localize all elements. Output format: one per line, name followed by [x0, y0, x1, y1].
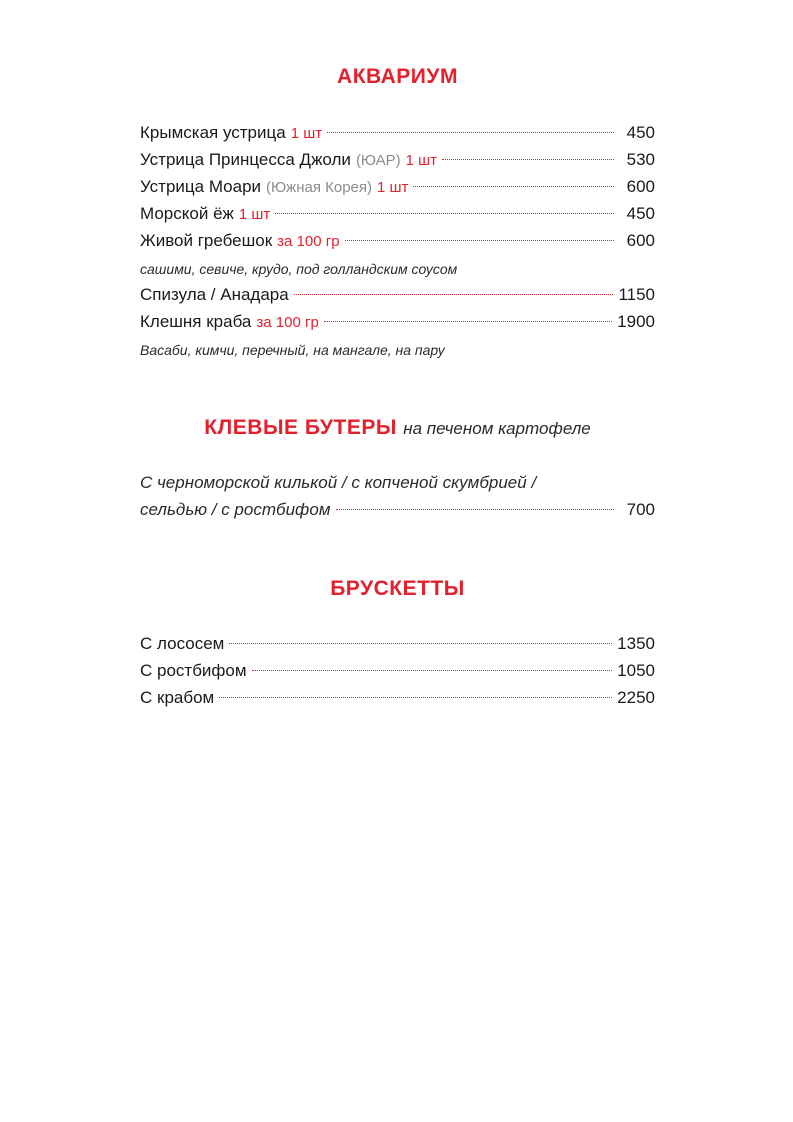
dot-leader: [345, 240, 614, 241]
item-name: сельдью / с ростбифом: [140, 500, 331, 519]
menu-item-princess-joli-oyster: [140, 148, 655, 172]
note-crab-preparations: Васаби, кимчи, перечный, на мангале, на пару: [140, 342, 445, 358]
item-qty: 1 шт: [377, 179, 409, 196]
item-price: 1350: [617, 634, 655, 653]
item-origin: (Южная Корея): [266, 179, 373, 196]
section-title-text: БРУСКЕТТЫ: [330, 577, 465, 600]
section-title-text: КЛЕВЫЕ БУТЕРЫ: [204, 416, 397, 439]
note-scallop-preparations: сашими, севиче, крудо, под голландским соусом: [140, 261, 458, 277]
item-price: 1150: [618, 285, 655, 304]
section-title-buters: [140, 415, 655, 442]
item-price: 600: [626, 231, 655, 250]
dot-leader: [442, 159, 614, 160]
item-price: 1900: [617, 312, 655, 331]
item-price: 700: [626, 500, 655, 519]
item-price: 2250: [617, 688, 655, 707]
item-price: 530: [626, 150, 655, 169]
dot-leader: [275, 213, 614, 214]
item-qty: за 100 гр: [256, 314, 319, 331]
dot-leader: [324, 321, 612, 322]
dot-leader: [294, 294, 614, 295]
dot-leader: [229, 643, 612, 644]
buters-description-line-1: С черноморской килькой / с копченой скумбрией /: [140, 473, 537, 492]
item-qty: 1 шт: [405, 152, 438, 169]
item-price: 600: [626, 177, 655, 196]
dot-leader: [336, 509, 614, 510]
item-price: 450: [626, 204, 655, 223]
item-name: Клешня краба: [140, 312, 252, 331]
section-title-text: АКВАРИУМ: [337, 65, 458, 88]
item-name: Морской ёж: [140, 204, 234, 223]
item-qty: 1 шт: [290, 125, 323, 142]
menu-item-spisula-anadara: [140, 283, 655, 307]
item-name: Устрица Принцесса Джоли: [140, 150, 351, 169]
menu-item-moari-oyster: [140, 175, 655, 199]
menu-item-sea-urchin: [140, 202, 655, 226]
menu-item-bruschetta-roastbeef: [140, 659, 655, 683]
dot-leader: [219, 697, 612, 698]
menu-item-bruschetta-salmon: [140, 632, 655, 656]
item-name: Живой гребешок: [140, 231, 273, 250]
menu-item-crimean-oyster: [140, 121, 655, 145]
section-subtitle: на печеном картофеле: [403, 419, 591, 438]
menu-item-crab-claw: [140, 310, 655, 334]
item-name: С лососем: [140, 634, 225, 653]
item-price: 1050: [617, 661, 655, 680]
item-name: Крымская устрица: [140, 123, 286, 142]
item-price: 450: [626, 123, 655, 142]
item-qty: за 100 гр: [277, 233, 340, 250]
item-origin: (ЮАР): [355, 152, 401, 169]
section-title-bruschetta: [140, 576, 655, 602]
item-name: Устрица Моари: [140, 177, 262, 196]
item-name: С крабом: [140, 688, 215, 707]
menu-item-bruschetta-crab: [140, 686, 655, 710]
item-qty: 1 шт: [238, 206, 271, 223]
dot-leader: [327, 132, 614, 133]
menu-item-buters: [140, 498, 655, 522]
menu-item-live-scallop: [140, 229, 655, 253]
section-title-aquarium: [140, 64, 655, 90]
dot-leader: [413, 186, 614, 187]
dot-leader: [252, 670, 613, 671]
item-name: Спизула / Анадара: [140, 285, 289, 304]
item-name: С ростбифом: [140, 661, 247, 680]
